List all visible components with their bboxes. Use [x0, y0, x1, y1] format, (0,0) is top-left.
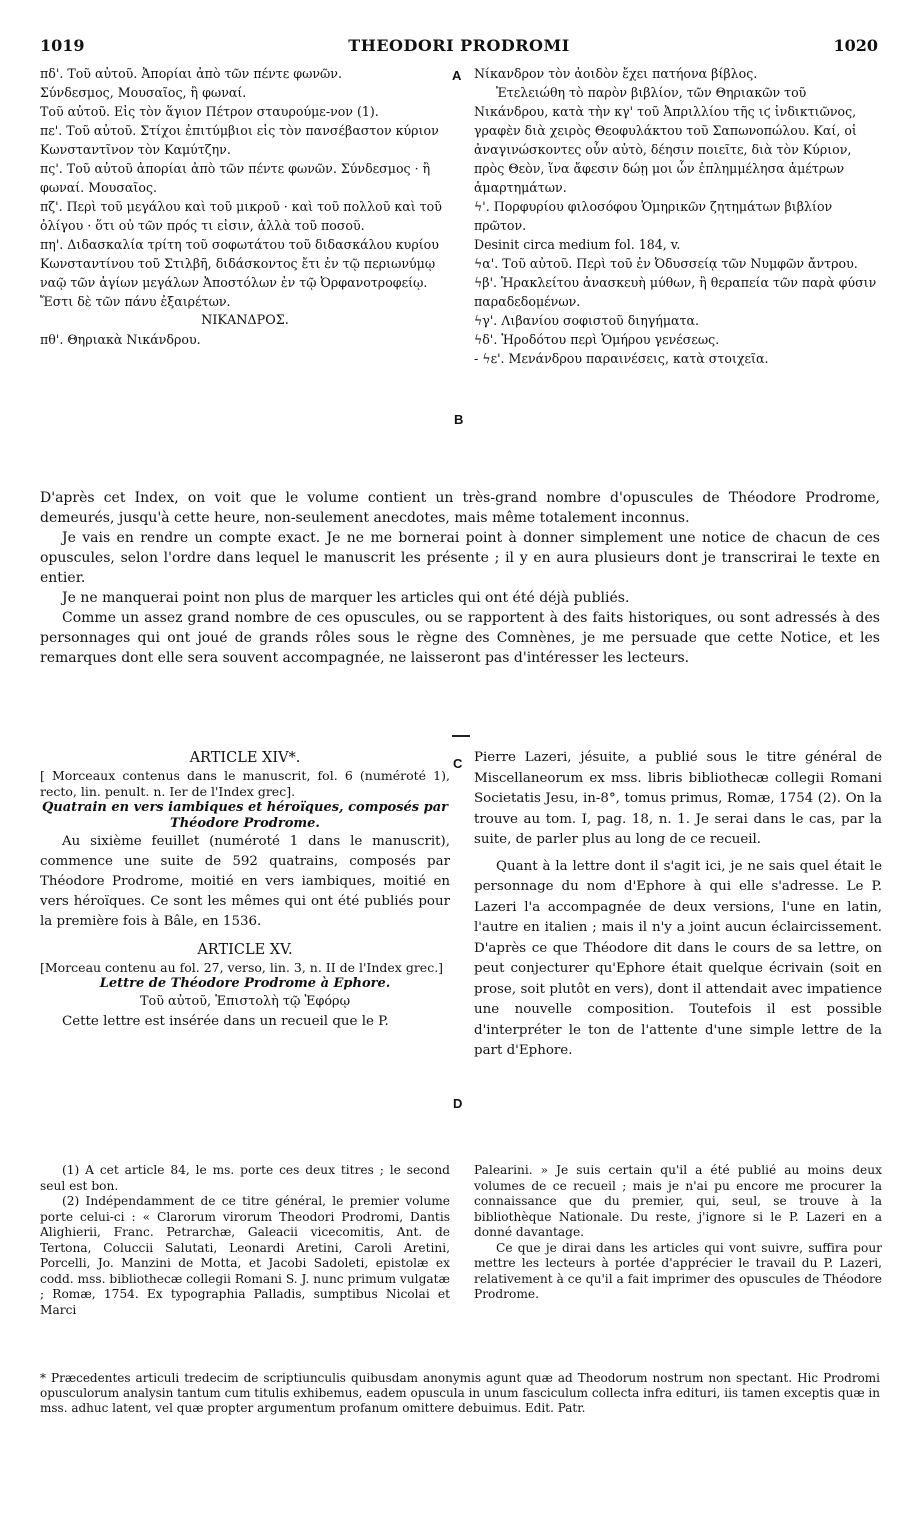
- intro-paragraph: Comme un assez grand nombre de ces opuscules, ou se rapportent à des faits historiques, ou sont adressés à des personnages qui ont joué de grands rôles sous le règne des Comnènes, je me persuade que cette Notice, et les remarques dont elle sera souvent accompagnée, ne laisseront pas d'intéresser les lecteurs.: [40, 610, 880, 666]
- footnote: (2) Indépendamment de ce titre général, le premier volume porte celui-ci : « Clarorum virorum Theodori Prodromi, Dantis Alighierii, Franc. Petrarchæ, Galeacii vicecomitis, Ant. de Tertona, Coluccii Salutati, Leonardi Aretini, Caroli Aretini, Porcelli, Jo. Manzini de Motta, et Jacobi Sadoleti, epistolæ ex codd. mss. bibliothecæ collegii Romani S. J. nunc primum vulgatæ ; Romæ, 1754. Ex typographia Palladis, sumptibus Nicolai et Marci: [40, 1194, 450, 1317]
- intro-text: [40, 488, 880, 668]
- right-page-number: 1020: [833, 36, 878, 55]
- margin-letter-a: A: [452, 68, 462, 83]
- footnote: Ce que je dirai dans les articles qui vont suivre, suffira pour mettre les lecteurs à portée d'apprécier le travail du P. Lazeri, relativement à ce qu'il a fait imprimer des opuscules de Théodore Prodrome.: [474, 1240, 882, 1301]
- section-divider: [452, 735, 470, 737]
- footnote: (1) A cet article 84, le ms. porte ces deux titres ; le second seul est bon.: [40, 1163, 450, 1193]
- articles-left-column: [40, 748, 450, 1032]
- running-title: THEODORI PRODROMI: [348, 36, 570, 55]
- body-paragraph: Pierre Lazeri, jésuite, a publié sous le titre général de Miscellaneorum ex mss. libris bibliothecæ collegii Romani Societatis Jesu, in-8°, tomus primus, Romæ, 1754 (2). On la trouve au tom. I, pag. 18, n. 1. Je serai dans le cas, par la suite, de parler plus au long de ce recueil.: [474, 750, 882, 847]
- index-entry: ϟ'. Πορφυρίου φιλοσόφου Ὁμηρικῶν ζητημάτων βιβλίον πρῶτον.: [474, 199, 833, 233]
- index-entry: Τοῦ αὐτοῦ. Εἰς τὸν ἅγιον Πέτρον σταυρούμε-νον (1).: [40, 104, 379, 119]
- index-entry: Desinit circa medium fol. 184, v.: [474, 237, 681, 252]
- index-entry: πθ'. Θηριακὰ Νικάνδρου.: [40, 332, 201, 347]
- article-xiv-subtitle: Quatrain en vers iambiques et héroïques, composés par Théodore Prodrome.: [41, 800, 449, 831]
- article-xiv-body: Au sixième feuillet (numéroté 1 dans le manuscrit), commence une suite de 592 quatrains, composés par Théodore Prodrome, moitié en vers iambiques, moitié en vers héroïques. Ce sont les mêmes qui ont été publiés pour la première fois à Bâle, en 1536.: [40, 834, 450, 929]
- greek-index-left: [40, 64, 450, 349]
- intro-paragraph: Je ne manquerai point non plus de marquer les articles qui ont été déjà publiés.: [62, 590, 630, 606]
- page-header: [40, 36, 878, 62]
- greek-index-right: [474, 64, 884, 368]
- editor-note: * Præcedentes articuli tredecim de scriptiunculis quibusdam anonymis agunt quæ ad Theodorum nostrum non spectant. Hic Prodromi opusculorum analysin tantum cum titulis exhibemus, eadem opuscula in unum fasciculum collecta infra edituri, iis tamen exceptis quæ in mss. adhuc latent, vel quæ propter argumentum profanum omittere debuimus. Edit. Patr.: [40, 1371, 880, 1415]
- body-paragraph: Quant à la lettre dont il s'agit ici, je ne sais quel était le personnage du nom d'Ephore à qui elle s'adresse. Le P. Lazeri l'a accompagnée de deux versions, l'une en latin, l'autre en italien ; mais il n'y a joint aucun éclaircissement. D'après ce que Théodore dit dans le cours de sa lettre, on peut conjecturer qu'Ephore était quelque écrivain (soit en prose, soit plutôt en vers), dont il attendait avec impatience une nouvelle composition. Toutefois il est possible d'interpréter le ton de l'attente d'une simple lettre de la part d'Ephore.: [474, 858, 882, 1058]
- index-entry: πδ'. Τοῦ αὐτοῦ. Ἀπορίαι ἀπὸ τῶν πέντε φωνῶν.: [40, 66, 342, 81]
- articles-right-column: [474, 748, 882, 1062]
- margin-letter-c: C: [453, 756, 463, 771]
- article-xv-body: Cette lettre est insérée dans un recueil que le P.: [62, 1014, 389, 1029]
- index-entry: πε'. Τοῦ αὐτοῦ. Στίχοι ἐπιτύμβιοι εἰς τὸν πανσέβαστον κύριον Κωνσταντῖνον τὸν Καμύτζην.: [40, 123, 439, 157]
- intro-paragraph: D'après cet Index, on voit que le volume contient un très-grand nombre d'opuscules de Théodore Prodrome, demeurés, jusqu'à cette heure, non-seulement anecdotes, mais même totalement inconnus.: [40, 490, 880, 526]
- index-entry: ϟβ'. Ἡρακλείτου ἀνασκευὴ μύθων, ἢ θεραπεία τῶν παρὰ φύσιν παραδεδομένων.: [474, 275, 877, 309]
- footnote: Palearini. » Je suis certain qu'il a été publié au moins deux volumes de ce recueil ; mais je n'ai pu encore me procurer la connaissance que du premier, qui, seul, se trouve à la bibliothèque Nationale. Du reste, j'ignore si le P. Lazeri en a donné davantage.: [474, 1163, 882, 1239]
- article-xiv-source: [ Morceaux contenus dans le manuscrit, fol. 6 (numéroté 1), recto, lin. penult. n. Ier de l'Index grec].: [40, 768, 450, 799]
- article-xv-greek-title: Τοῦ αὐτοῦ, Ἐπιστολὴ τῷ Ἐφόρῳ: [139, 994, 351, 1009]
- index-entry: - ϟε'. Μενάνδρου παραινέσεις, κατὰ στοιχεῖα.: [474, 351, 769, 366]
- index-entry: πς'. Τοῦ αὐτοῦ ἀπορίαι ἀπὸ τῶν πέντε φωνῶν. Σύνδεσμος · ἢ φωναί. Μουσαῖος.: [40, 161, 431, 195]
- index-entry: ϟγ'. Λιβανίου σοφιστοῦ διηγήματα.: [474, 313, 699, 328]
- article-xv-title: ARTICLE XV.: [197, 942, 293, 958]
- index-entry: Ἐτελειώθη τὸ παρὸν βιβλίον, τῶν Θηριακῶν τοῦ Νικάνδρου, κατὰ τὴν κγ' τοῦ Ἀπριλλίου τῆς ιϛ ἰνδικτιῶνος, γραφὲν διὰ χειρὸς Θεοφυλάκτου τοῦ Σαπωνοπώλου. Καί, οἱ ἀναγινώσκοντες οὖν αὐτὸ, δέησιν ποιεῖτε, διὰ τὸν Κύριον, πρὸς Θεὸν, ἵνα ἄφεσιν δώῃ μοι ὧν ἐπλημμέλησα ἁμέτρων ἁμαρτημάτων.: [474, 85, 857, 195]
- left-page-number: 1019: [40, 36, 85, 55]
- margin-letter-b: B: [454, 412, 464, 427]
- index-entry: Σύνδεσμος, Μουσαῖος, ἢ φωναί.: [40, 85, 247, 100]
- index-entry: Νίκανδρον τὸν ἀοιδὸν ἔχει πατήονα βίβλος.: [474, 66, 758, 81]
- article-xiv-title: ARTICLE XIV*.: [189, 750, 301, 766]
- article-xv-source: [Morceau contenu au fol. 27, verso, lin. 3, n. II de l'Index grec.]: [40, 960, 444, 975]
- index-entry: πζ'. Περὶ τοῦ μεγάλου καὶ τοῦ μικροῦ · καὶ τοῦ πολλοῦ καὶ τοῦ ὀλίγου · ὅτι οὐ τῶν πρός τι εἰσιν, ἀλλὰ τοῦ ποσοῦ.: [40, 199, 442, 233]
- footnotes-right: [474, 1163, 882, 1303]
- index-entry: ϟα'. Τοῦ αὐτοῦ. Περὶ τοῦ ἐν Ὀδυσσείᾳ τῶν Νυμφῶν ἄντρου.: [474, 256, 858, 271]
- intro-paragraph: Je vais en rendre un compte exact. Je ne me bornerai point à donner simplement une notice de chacun de ces opuscules, selon l'ordre dans lequel le manuscrit les présente ; il y en aura plusieurs dont je transcrirai le texte en entier.: [40, 530, 880, 586]
- article-xv-subtitle: Lettre de Théodore Prodrome à Ephore.: [99, 976, 391, 991]
- index-entry: ϟδ'. Ἡροδότου περὶ Ὁμήρου γενέσεως.: [474, 332, 720, 347]
- nikandros-heading: ΝΙΚΑΝΔΡΟΣ.: [201, 313, 289, 328]
- index-entry: πη'. Διδασκαλία τρίτη τοῦ σοφωτάτου τοῦ διδασκάλου κυρίου Κωνσταντίνου τοῦ Στιλβῆ, διδάσκοντος ἔτι ἐν τῷ περιωνύμῳ ναῷ τῶν ἁγίων μεγάλων Ἀποστόλων ἐν τῷ Ὀρφανοτροφείῳ. Ἔστι δὲ τῶν πάνυ ἐξαιρέτων.: [40, 237, 439, 309]
- margin-letter-d: D: [453, 1096, 463, 1111]
- footnotes-left: [40, 1163, 450, 1318]
